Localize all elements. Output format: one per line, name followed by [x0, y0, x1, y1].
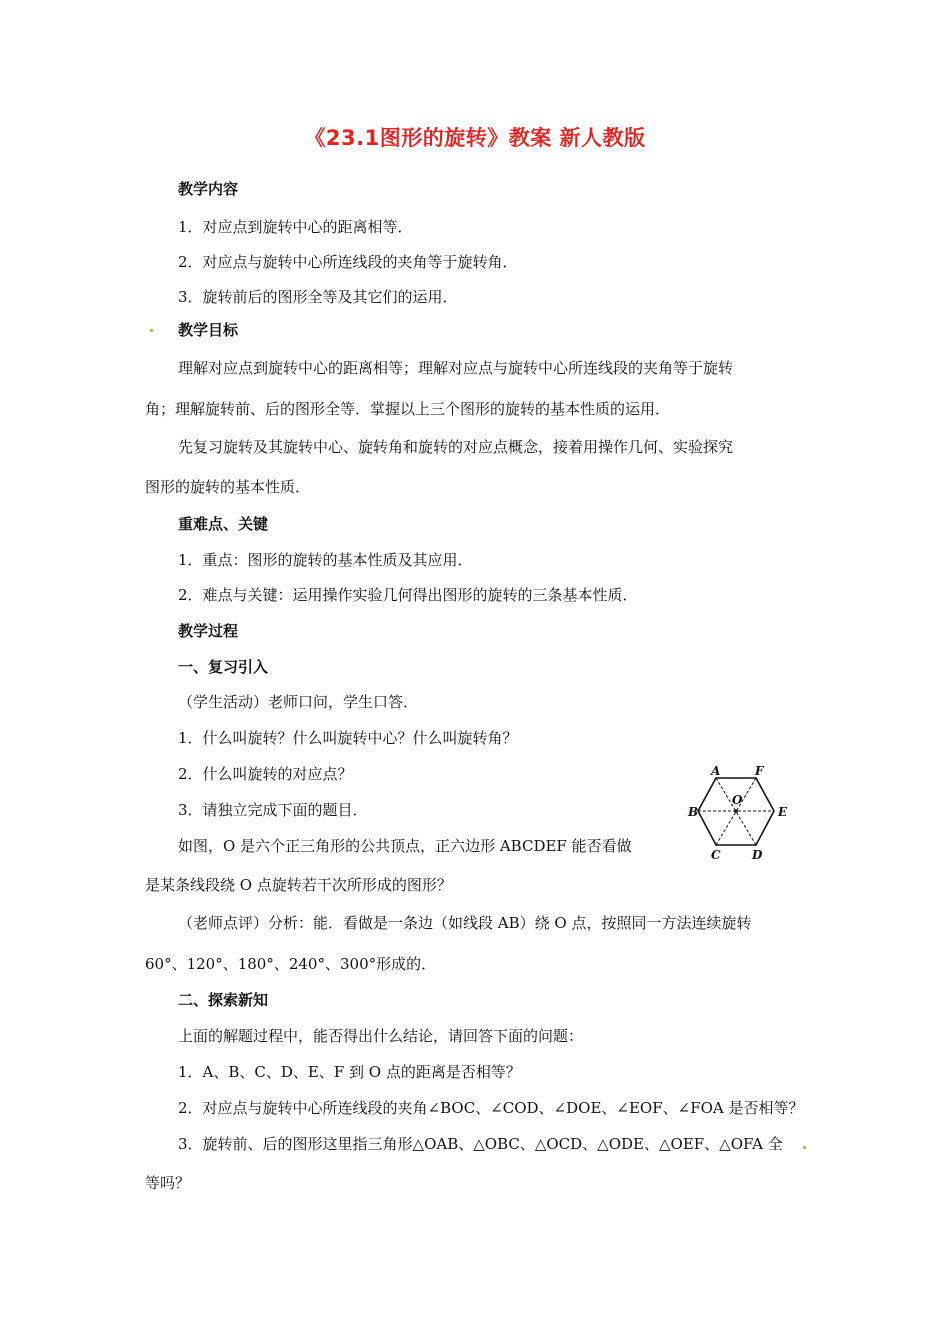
heading-teaching-process: 教学过程 — [178, 622, 239, 640]
review-answer-line-2: 60°、120°、180°、240°、300°形成的． — [145, 955, 437, 973]
heading-explore: 二、探索新知 — [178, 991, 269, 1009]
heading-review: 一、复习引入 — [178, 658, 269, 676]
hexagon-figure — [685, 763, 795, 863]
label-O: O — [732, 793, 743, 807]
center-point — [734, 809, 738, 813]
goals-paragraph-1-line-2: 角；理解旋转前、后的图形全等．掌握以上三个图形的旋转的基本性质的运用． — [145, 400, 671, 418]
keypoint-item-2: 2．难点与关键：运用操作实验几何得出图形的旋转的三条基本性质． — [178, 586, 638, 604]
page-title: 《23.1图形的旋转》教案 新人教版 — [304, 126, 646, 150]
goals-paragraph-2-line-1: 先复习旋转及其旋转中心、旋转角和旋转的对应点概念，接着用操作几何、实验探究 — [178, 438, 734, 456]
label-C: C — [711, 848, 721, 862]
explore-item-3-line-2: 等吗？ — [145, 1174, 191, 1192]
review-intro: （学生活动）老师口问，学生口答． — [178, 693, 419, 711]
explore-intro: 上面的解题过程中，能否得出什么结论，请回答下面的问题： — [178, 1027, 584, 1045]
review-item-3: 3．请独立完成下面的题目． — [178, 801, 368, 819]
keypoint-item-1: 1．重点：图形的旋转的基本性质及其应用． — [178, 551, 473, 569]
goals-paragraph-2-line-2: 图形的旋转的基本性质． — [145, 478, 311, 496]
content-item-2: 2．对应点与旋转中心所连线段的夹角等于旋转角． — [178, 253, 518, 271]
heading-key-points: 重难点、关键 — [178, 515, 269, 533]
review-question-line-2: 是某条线段绕 O 点旋转若干次所形成的图形？ — [145, 876, 452, 894]
review-question-line-1: 如图，O 是六个正三角形的公共顶点，正六边形 ABCDEF 能否看做 — [178, 837, 632, 855]
label-F: F — [755, 764, 764, 778]
review-answer-line-1: （老师点评）分析：能．看做是一条边（如线段 AB）绕 O 点，按照同一方法连续旋转 — [178, 914, 752, 932]
speck-mark — [803, 1146, 806, 1149]
heading-teaching-content: 教学内容 — [178, 180, 239, 198]
label-B: B — [688, 805, 699, 819]
goals-paragraph-1-line-1: 理解对应点到旋转中心的距离相等；理解对应点与旋转中心所连线段的夹角等于旋转 — [178, 359, 734, 377]
label-E: E — [778, 805, 788, 819]
speck-mark — [150, 329, 153, 332]
review-item-1: 1．什么叫旋转？什么叫旋转中心？什么叫旋转角？ — [178, 729, 518, 747]
label-D: D — [752, 848, 763, 862]
label-A: A — [711, 764, 721, 778]
explore-item-1: 1．A、B、C、D、E、F 到 O 点的距离是否相等？ — [178, 1063, 521, 1081]
explore-item-2: 2．对应点与旋转中心所连线段的夹角∠BOC、∠COD、∠DOE、∠EOF、∠FOA 是否相等？ — [178, 1099, 804, 1117]
review-item-2: 2．什么叫旋转的对应点？ — [178, 765, 353, 783]
content-item-3: 3．旋转前后的图形全等及其它们的运用． — [178, 288, 458, 306]
heading-teaching-goals: 教学目标 — [178, 321, 239, 339]
explore-item-3-line-1: 3．旋转前、后的图形这里指三角形△OAB、△OBC、△OCD、△ODE、△OEF、△OFA 全 — [178, 1135, 783, 1153]
content-item-1: 1．对应点到旋转中心的距离相等． — [178, 218, 413, 236]
